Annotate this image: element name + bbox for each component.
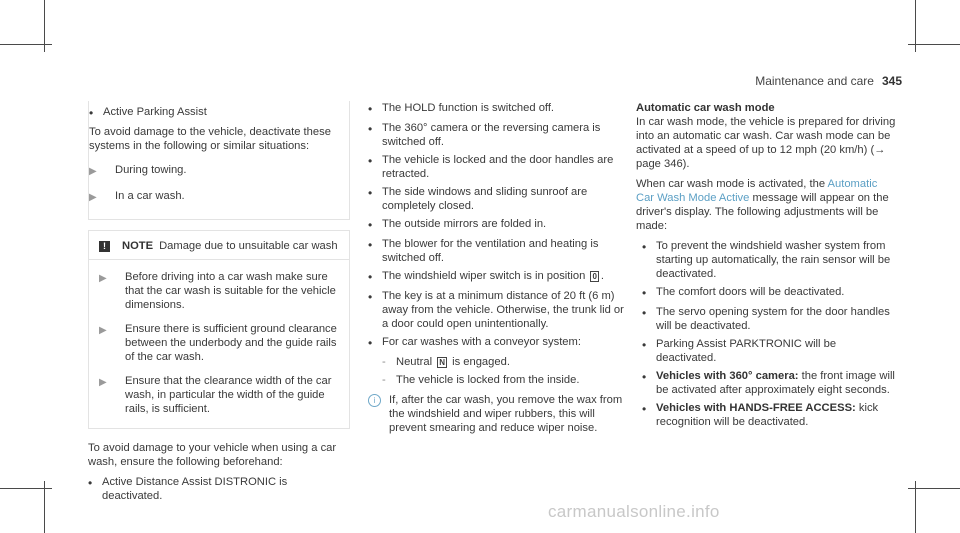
step-arrow-icon: ▶ bbox=[99, 273, 107, 284]
left-column bbox=[88, 101, 350, 507]
step-arrow-icon: ▶ bbox=[99, 377, 107, 388]
list-item: • The servo opening system for the door handles will be deactivated. bbox=[642, 305, 898, 333]
bullet-icon bbox=[368, 217, 382, 233]
crop-mark bbox=[44, 0, 45, 52]
wiper-position-symbol: 0 bbox=[592, 272, 597, 281]
list-item: • The vehicle is locked and the door handles are retracted. bbox=[368, 153, 626, 181]
bullet-icon bbox=[368, 335, 382, 351]
bullet-icon bbox=[642, 401, 656, 429]
dash-icon: - bbox=[382, 356, 386, 368]
list-item: • Parking Assist PARKTRONIC will be deactivated. bbox=[642, 337, 898, 365]
bullet-icon bbox=[368, 185, 382, 213]
bullet-icon bbox=[642, 337, 656, 365]
info-icon: i bbox=[368, 394, 381, 407]
list-item: • Vehicles with 360° camera: the front image will be activated after approximately eight seconds. bbox=[642, 369, 898, 397]
list-item: • The comfort doors will be deactivated. bbox=[642, 285, 898, 301]
bullet-icon bbox=[368, 101, 382, 117]
list-item: • To prevent the windshield washer system from starting up automatically, the rain sensor will be deactivated. bbox=[642, 239, 898, 281]
paragraph: To avoid damage to your vehicle when using a car wash, ensure the following beforehand: bbox=[88, 442, 337, 468]
bullet-icon bbox=[642, 285, 656, 301]
dash-icon: - bbox=[382, 374, 386, 386]
crop-mark bbox=[915, 0, 916, 52]
bullet-icon bbox=[88, 475, 102, 503]
paragraph: When car wash mode is activated, the Automatic Car Wash Mode Active message will appear on the driver's display. The following adjustments will be made: bbox=[636, 178, 889, 232]
list-item: • The key is at a minimum distance of 20 ft (6 m) away from the vehicle. Otherwise, the trunk lid or a door could open unintentionally. bbox=[368, 289, 626, 331]
note-header bbox=[89, 231, 349, 260]
bullet-icon bbox=[368, 289, 382, 331]
bullet-icon bbox=[368, 269, 382, 285]
display-message-link[interactable]: Automatic Car Wash Mode Active bbox=[636, 178, 878, 204]
list-item: • The blower for the ventilation and heating is switched off. bbox=[368, 237, 626, 265]
middle-column bbox=[368, 101, 626, 439]
info-box bbox=[88, 101, 350, 220]
info-note: i If, after the car wash, you remove the wax from the windshield and wiper rubbers, this will prevent smearing and reduce wiper noise. bbox=[368, 393, 626, 435]
list-item: • The windshield wiper switch is in position 0 . bbox=[368, 269, 626, 285]
sub-list-item: - Neutral N is engaged. bbox=[382, 356, 510, 368]
crop-mark bbox=[915, 481, 916, 533]
step-arrow-icon: ▶ bbox=[99, 325, 107, 336]
step-arrow-icon: ▶ bbox=[89, 192, 97, 203]
step-item: ▶ Ensure there is sufficient ground clearance between the underbody and the guide rails of the car wash. bbox=[99, 323, 337, 363]
bullet-icon bbox=[368, 153, 382, 181]
step-item: ▶ During towing. bbox=[89, 164, 187, 177]
step-item: ▶ Before driving into a car wash make sure that the car wash is suitable for the vehicle dimensions. bbox=[99, 271, 336, 311]
bullet-icon bbox=[642, 305, 656, 333]
list-item: • Active Parking Assist bbox=[89, 105, 339, 121]
list-item: • Vehicles with HANDS-FREE ACCESS: kick recognition will be deactivated. bbox=[642, 401, 898, 429]
list-item: • Active Distance Assist DISTRONIC is deactivated. bbox=[88, 475, 350, 503]
list-item: • The side windows and sliding sunroof are completely closed. bbox=[368, 185, 626, 213]
section-heading: Automatic car wash mode bbox=[636, 102, 775, 114]
right-column bbox=[636, 101, 898, 433]
list-item: • For car washes with a conveyor system: bbox=[368, 335, 626, 351]
list-item: • The HOLD function is switched off. bbox=[368, 101, 626, 117]
paragraph: In car wash mode, the vehicle is prepared for driving into an automatic car wash. Car wash mode can be activated at a speed of up to 12 mph (20 km/h) (→ page 346). bbox=[636, 116, 896, 170]
sub-list-item: - The vehicle is locked from the inside. bbox=[382, 374, 580, 386]
crop-mark bbox=[44, 481, 45, 533]
step-arrow-icon: ▶ bbox=[89, 166, 97, 177]
neutral-gear-symbol: N bbox=[439, 358, 445, 367]
section-title: Maintenance and care bbox=[755, 74, 874, 88]
step-item: ▶ Ensure that the clearance width of the car wash, in particular the width of the guide rails, is sufficient. bbox=[99, 375, 332, 415]
bullet-icon bbox=[368, 121, 382, 149]
note-title: NOTE bbox=[122, 240, 154, 252]
bullet-icon bbox=[89, 105, 103, 121]
paragraph: To avoid damage to the vehicle, deactivate these systems in the following or similar situations: bbox=[89, 126, 331, 152]
note-subtitle: Damage due to unsuitable car wash bbox=[159, 240, 338, 252]
bullet-icon bbox=[642, 239, 656, 281]
list-item: • The outside mirrors are folded in. bbox=[368, 217, 626, 233]
list-item: • The 360° camera or the reversing camera is switched off. bbox=[368, 121, 626, 149]
page-number: 345 bbox=[881, 74, 902, 88]
page-header bbox=[755, 74, 902, 88]
watermark: carmanualsonline.info bbox=[548, 502, 720, 521]
bullet-icon bbox=[642, 369, 656, 397]
bullet-icon bbox=[368, 237, 382, 265]
warning-icon: ! bbox=[99, 241, 110, 252]
note-box bbox=[88, 230, 350, 429]
step-item: ▶ In a car wash. bbox=[89, 190, 185, 203]
